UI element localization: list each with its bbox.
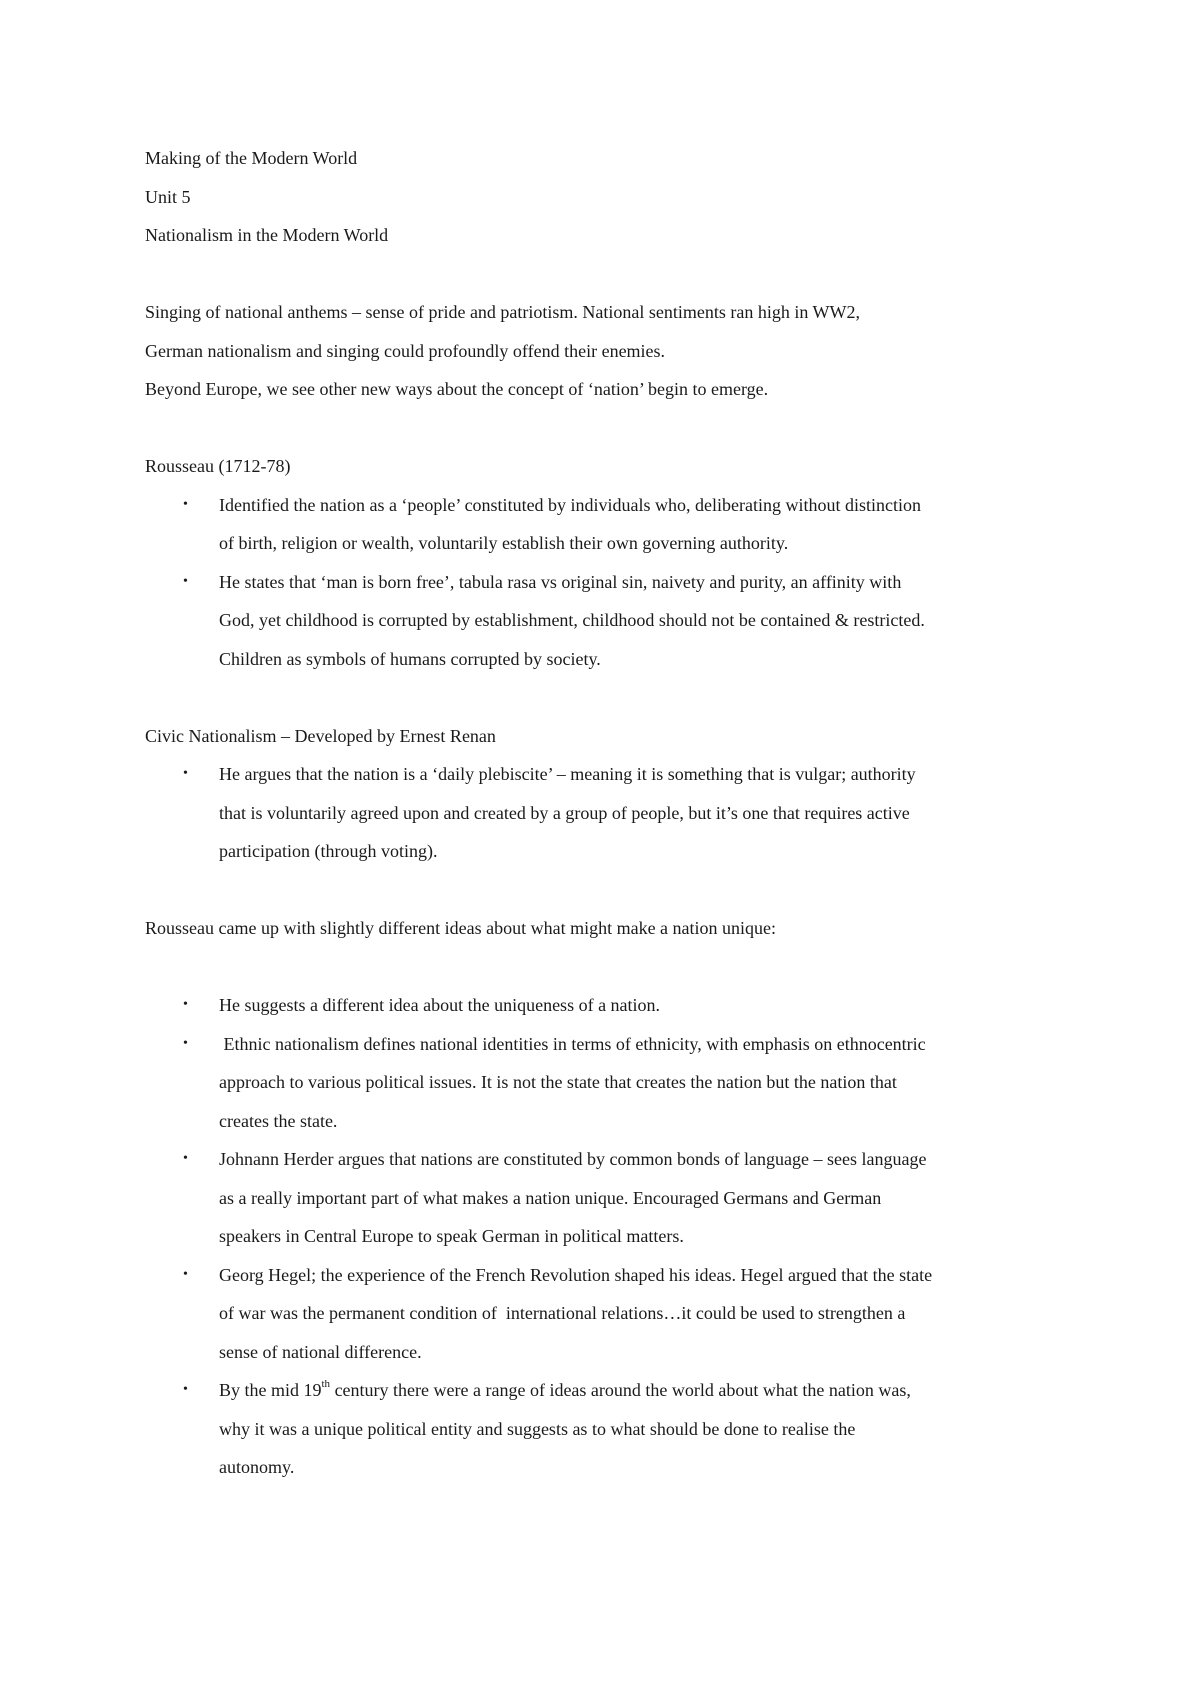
list-item (145, 1140, 1065, 1256)
bullet-icon: • (183, 496, 188, 512)
list-item-line: God, yet childhood is corrupted by establishment, childhood should not be contained & restricted. (219, 610, 925, 630)
section-heading-rousseau: Rousseau (1712-78) (145, 456, 291, 476)
bullet-icon: • (183, 766, 188, 781)
list-item-line: Ethnic nationalism defines national identities in terms of ethnicity, with emphasis on ethnocentric (219, 1033, 926, 1054)
list-item-line (219, 1371, 1065, 1410)
list-item-line: Johnann Herder argues that nations are constituted by common bonds of language – sees language (219, 1149, 927, 1169)
intro-line: Singing of national anthems – sense of pride and patriotism. National sentiments ran high in WW2, (145, 302, 861, 322)
bullet-icon: • (183, 1382, 188, 1397)
course-title: Making of the Modern World (145, 148, 358, 168)
list-item-line: of war was the permanent condition of international relations…it could be used to strengthen a (219, 1303, 906, 1323)
civic-bullet-list (145, 755, 1065, 871)
list-item-line: Children as symbols of humans corrupted by society. (219, 648, 601, 669)
list-item-line: He suggests a different idea about the uniqueness of a nation. (219, 995, 661, 1015)
document-page (145, 139, 1065, 1487)
bullet-icon: • (183, 1266, 188, 1282)
list-item-text: By the mid 19 (219, 1380, 322, 1400)
topic-title: Nationalism in the Modern World (145, 225, 389, 245)
list-item-line: Identified the nation as a ‘people’ constituted by individuals who, deliberating without distinction (219, 494, 922, 515)
list-item-line: He argues that the nation is a ‘daily plebiscite’ – meaning it is something that is vulgar; authority (219, 764, 916, 784)
list-item (145, 1256, 1065, 1372)
bullet-icon: • (183, 1151, 188, 1166)
spacer (145, 871, 1065, 910)
bullet-icon: • (183, 1035, 188, 1051)
spacer (145, 409, 1065, 448)
unique-bullet-list (145, 986, 1065, 1487)
superscript: th (321, 1378, 331, 1390)
list-item (145, 1371, 1065, 1487)
bullet-icon: • (183, 997, 188, 1012)
list-item-line: participation (through voting). (219, 841, 438, 861)
list-item (145, 986, 1065, 1025)
list-item-line: as a really important part of what makes a nation unique. Encouraged Germans and German (219, 1187, 882, 1208)
list-item (145, 486, 1065, 563)
intro-line: Beyond Europe, we see other new ways about the concept of ‘nation’ begin to emerge. (145, 379, 769, 399)
rousseau-bullet-list (145, 486, 1065, 679)
list-item-line: sense of national difference. (219, 1341, 422, 1362)
section-heading-unique: Rousseau came up with slightly different ideas about what might make a nation unique: (145, 918, 777, 938)
list-item-text: century there were a range of ideas around the world about what the nation was, (330, 1380, 911, 1400)
unit-label: Unit 5 (145, 186, 191, 207)
spacer (145, 678, 1065, 717)
list-item-line: that is voluntarily agreed upon and created by a group of people, but it’s one that requires active (219, 802, 910, 823)
list-item-line: creates the state. (219, 1110, 338, 1131)
list-item-line: Georg Hegel; the experience of the French Revolution shaped his ideas. Hegel argued that the state (219, 1264, 933, 1285)
spacer (145, 948, 1065, 987)
list-item-line: autonomy. (219, 1457, 295, 1477)
list-item-line: approach to various political issues. It is not the state that creates the nation but the nation that (219, 1072, 897, 1092)
bullet-icon: • (183, 573, 188, 589)
list-item-line: speakers in Central Europe to speak German in political matters. (219, 1226, 684, 1246)
list-item (145, 755, 1065, 871)
intro-paragraph (145, 293, 1065, 409)
list-item-line: He states that ‘man is born free’, tabula rasa vs original sin, naivety and purity, an affinity with (219, 571, 902, 592)
list-item-line: of birth, religion or wealth, voluntarily establish their own governing authority. (219, 533, 789, 553)
section-heading-civic: Civic Nationalism – Developed by Ernest Renan (145, 725, 496, 746)
list-item (145, 1025, 1065, 1141)
intro-line: German nationalism and singing could profoundly offend their enemies. (145, 340, 666, 361)
list-item-line: why it was a unique political entity and suggests as to what should be done to realise the (219, 1418, 856, 1439)
list-item (145, 563, 1065, 679)
spacer (145, 255, 1065, 294)
